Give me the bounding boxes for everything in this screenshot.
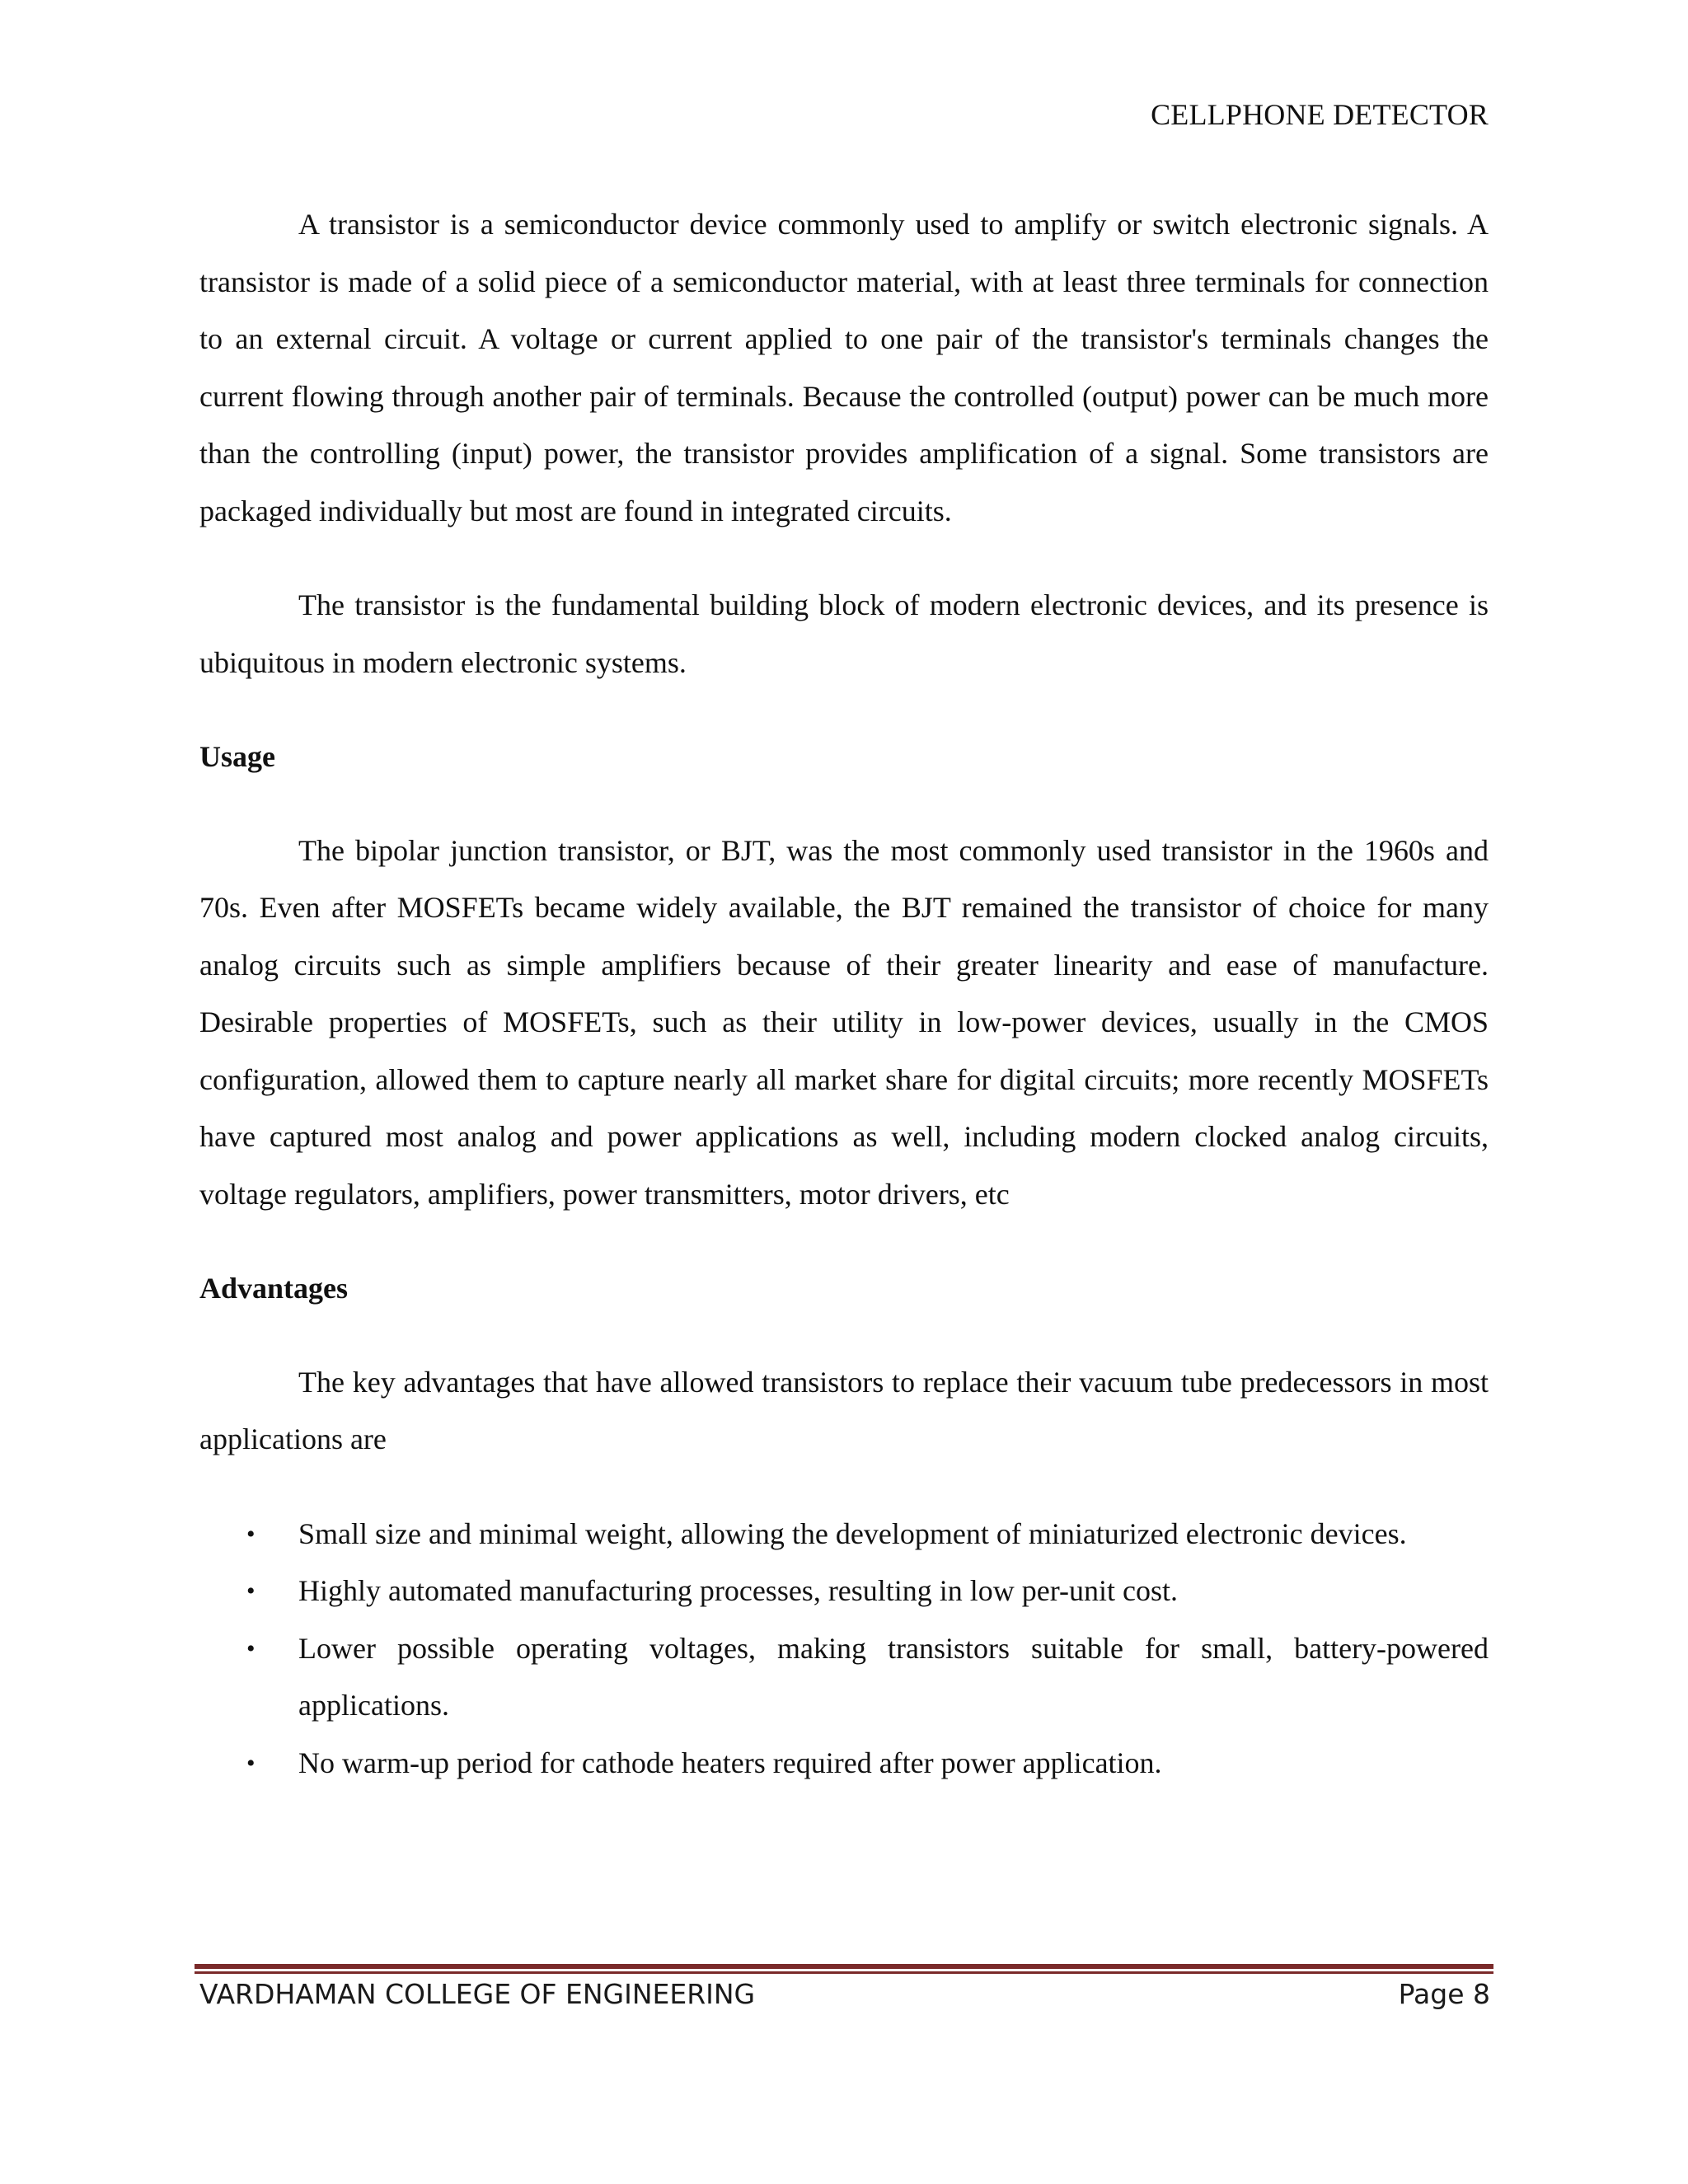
bullet-icon: • [246,1634,256,1662]
list-item-text: Small size and minimal weight, allowing the development of miniaturized electronic devices. [298,1516,1407,1550]
footer-institution: VARDHAMAN COLLEGE OF ENGINEERING [199,1978,756,2010]
footer-divider [195,1964,1493,1974]
footer-divider-thin [195,1971,1493,1974]
footer-divider-thick [195,1964,1493,1969]
bullet-icon: • [246,1749,256,1777]
list-item [199,1620,1489,1735]
advantages-list [199,1506,1489,1793]
page-body [199,196,1489,1792]
page-number: Page 8 [1398,1978,1490,2010]
list-item-text: Lower possible operating voltages, making transistors suitable for small, battery-powered applications. [298,1631,1489,1722]
list-item-text: No warm-up period for cathode heaters required after power application. [298,1746,1162,1779]
list-item [199,1506,1489,1563]
list-item [199,1563,1489,1620]
paragraph-transistor-definition: A transistor is a semiconductor device commonly used to amplify or switch electronic signals. A transistor is made of a solid piece of a semiconductor material, with at least three terminals for connection to an external circuit. A voltage or current applied to one pair of the transistor's terminals changes the current flowing through another pair of terminals. Because the controlled (output) power can be much more than the controlling (input) power, the transistor provides amplification of a signal. Some transistors are packaged individually but most are found in integrated circuits. [199,208,1489,527]
bullet-icon: • [246,1577,256,1605]
paragraph-advantages-intro: The key advantages that have allowed transistors to replace their vacuum tube predecessors in most applications are [199,1365,1489,1455]
advantages-heading: Advantages [199,1272,349,1305]
usage-heading: Usage [199,740,275,773]
list-item [199,1735,1489,1793]
running-header: CELLPHONE DETECTOR [1151,98,1489,131]
bullet-icon: • [246,1520,256,1548]
paragraph-usage: The bipolar junction transistor, or BJT, was the most commonly used transistor in the 1960s and 70s. Even after MOSFETs became widely available, the BJT remained the transistor of choice for many analog circuits such as simple amplifiers because of their greater linearity and ease of manufacture. Desirable properties of MOSFETs, such as their utility in low-power devices, usually in the CMOS configuration, allowed them to capture nearly all market share for digital circuits; more recently MOSFETs have captured most analog and power applications as well, including modern clocked analog circuits, voltage regulators, amplifiers, power transmitters, motor drivers, etc [199,833,1489,1211]
page-footer [199,1978,1490,2010]
list-item-text: Highly automated manufacturing processes, resulting in low per-unit cost. [298,1574,1179,1607]
paragraph-transistor-importance: The transistor is the fundamental building block of modern electronic devices, and its presence is ubiquitous in modern electronic systems. [199,588,1489,679]
